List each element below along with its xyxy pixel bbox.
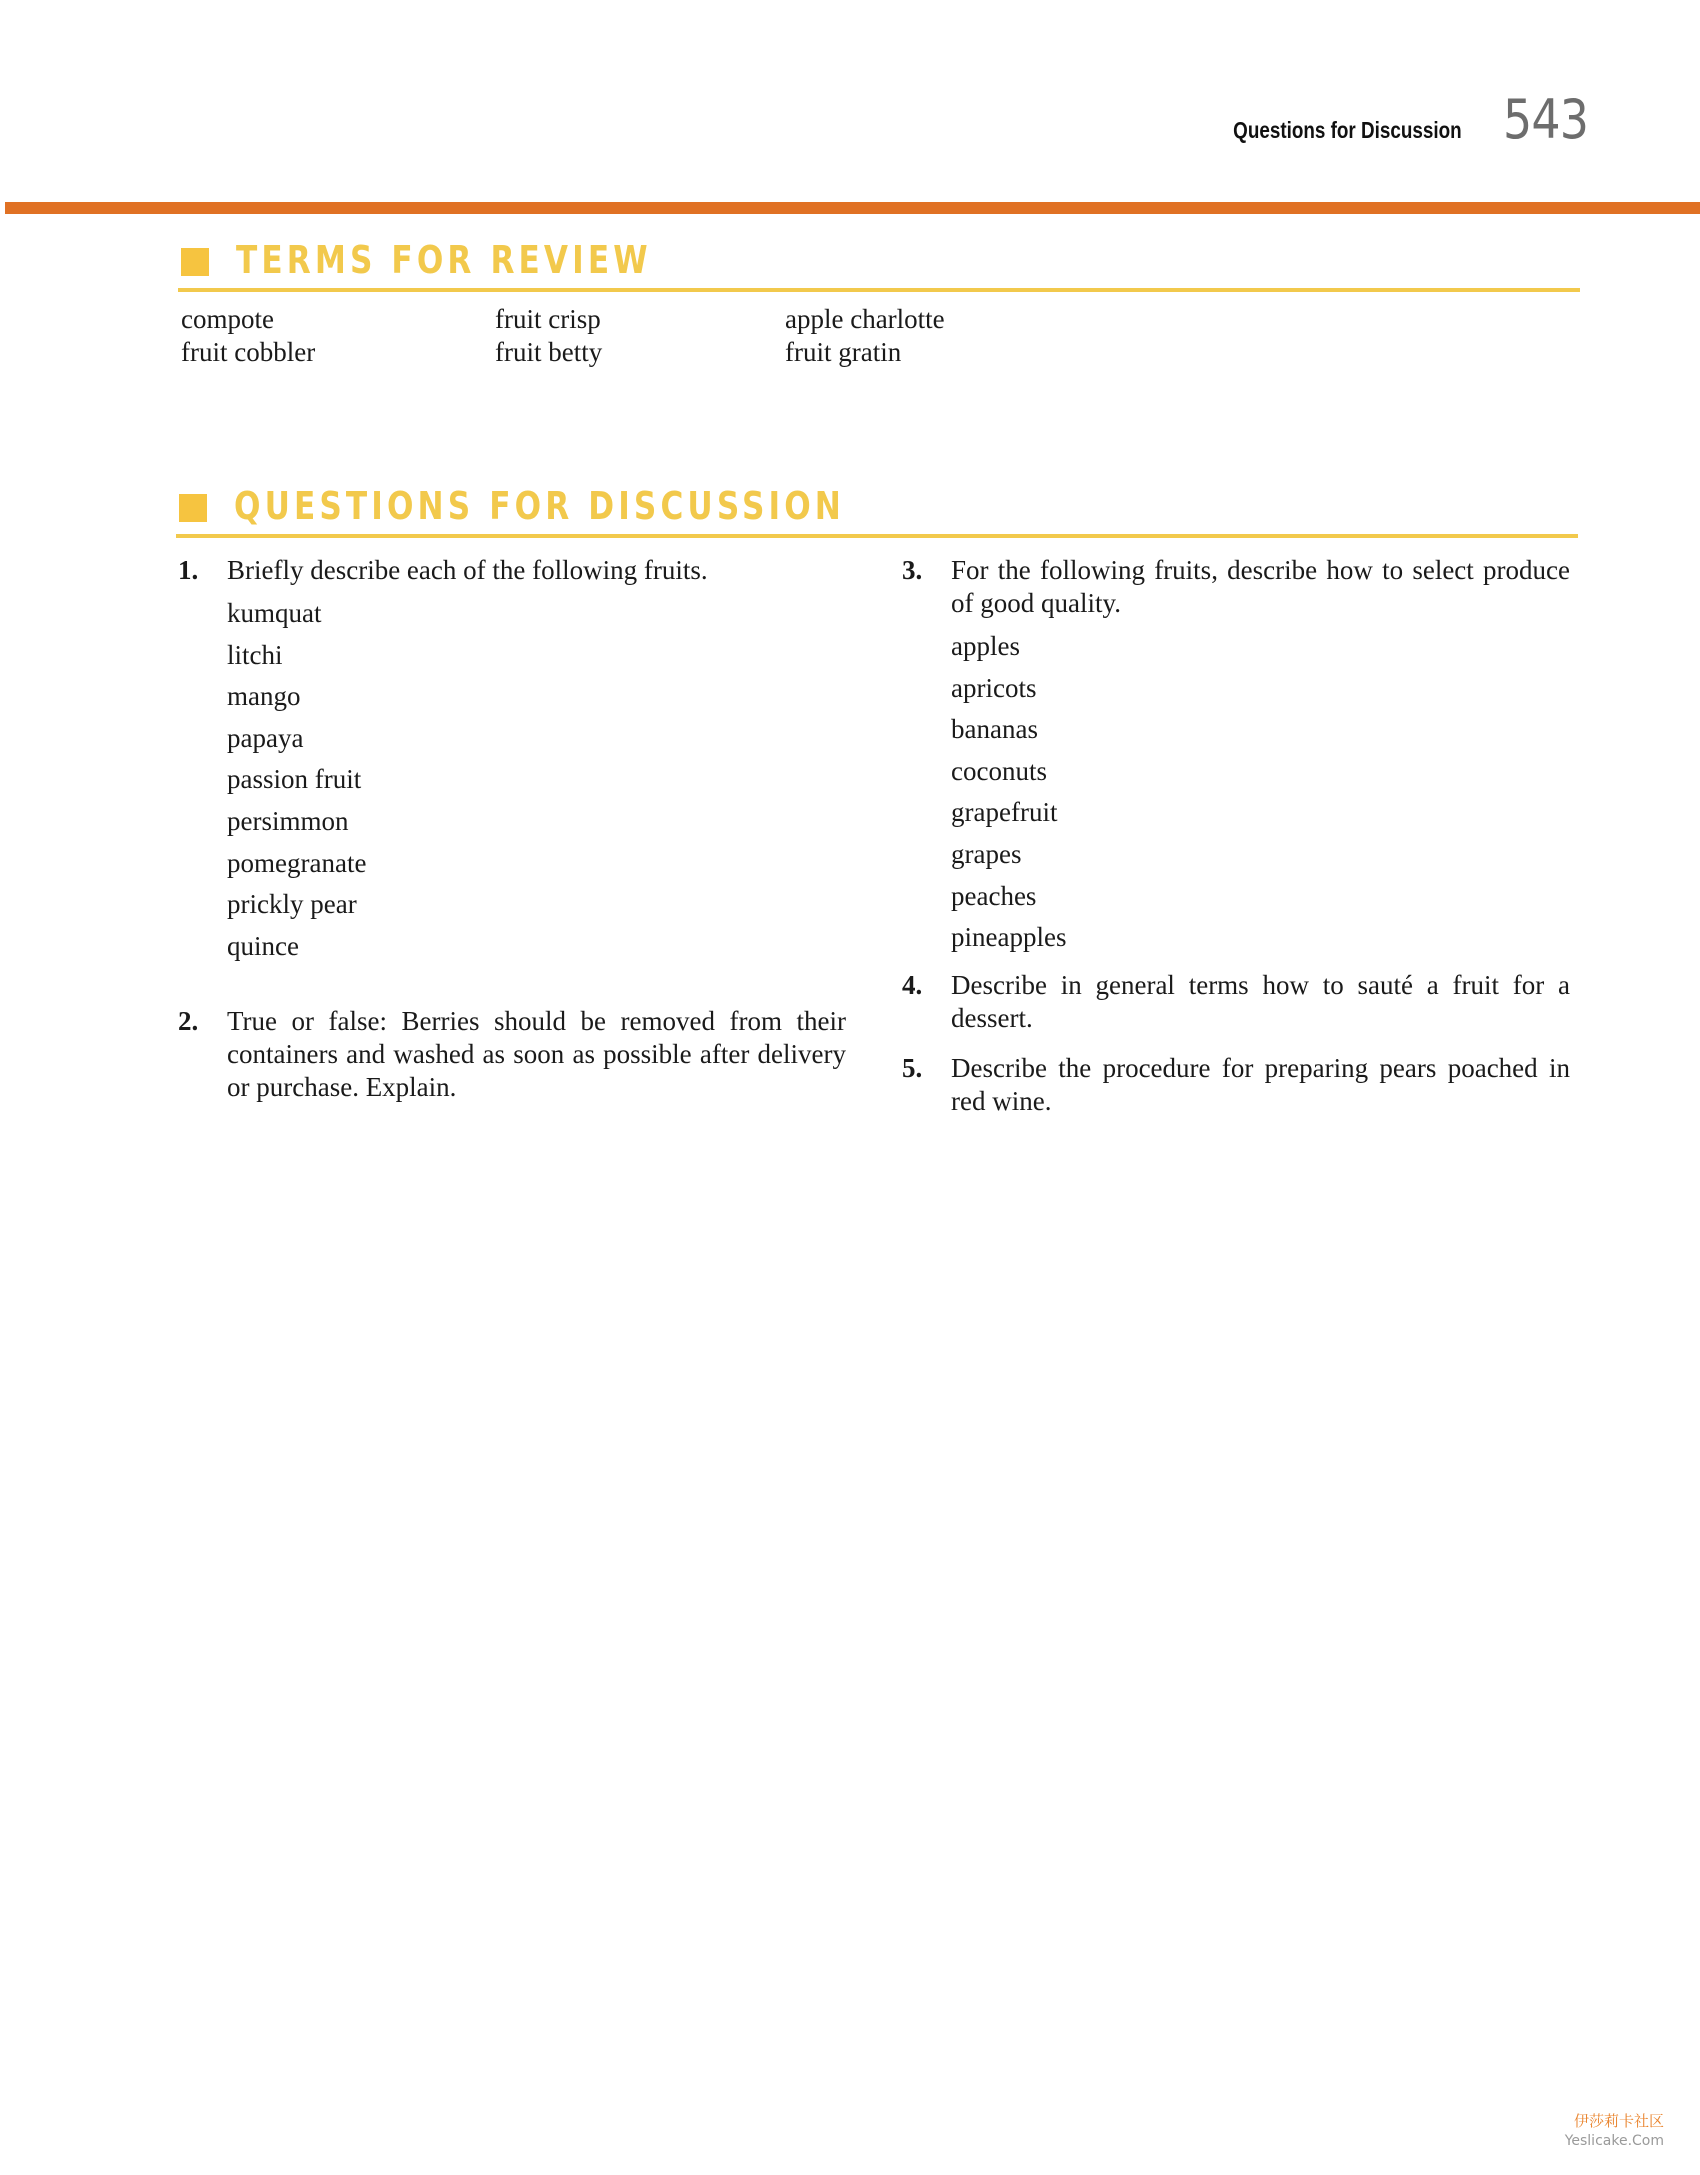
- questions-section-title: QUESTIONS FOR DISCUSSION: [234, 484, 845, 528]
- question-text: Briefly describe each of the following fruits.: [227, 555, 708, 585]
- list-item: apples: [951, 631, 1020, 661]
- list-item: prickly pear: [227, 889, 357, 920]
- question-items: [951, 626, 1570, 959]
- section-square-icon: [179, 494, 207, 522]
- term: fruit gratin: [785, 337, 902, 367]
- top-rule: [5, 202, 1700, 214]
- question-number: 1.: [178, 555, 199, 585]
- question-5: [902, 1052, 1570, 1118]
- terms-section-heading: [178, 238, 1580, 292]
- list-item: quince: [227, 930, 299, 961]
- list-item: passion fruit: [227, 764, 362, 795]
- question-text: For the following fruits, describe how to select produce of good quality.: [951, 555, 1570, 618]
- list-item: grapes: [951, 838, 1022, 869]
- term: fruit crisp: [495, 304, 601, 334]
- term: fruit cobbler: [181, 337, 316, 367]
- term: apple charlotte: [785, 304, 945, 334]
- running-title: Questions for Discussion: [1233, 117, 1462, 143]
- questions-right-column: [902, 554, 1570, 1118]
- section-square-icon: [181, 248, 209, 276]
- list-item: kumquat: [227, 598, 322, 628]
- running-head: [1183, 88, 1588, 151]
- term: compote: [181, 304, 274, 334]
- question-2: [178, 1005, 846, 1104]
- question-items: [227, 593, 846, 967]
- terms-section-title: TERMS FOR REVIEW: [236, 238, 652, 282]
- list-item: bananas: [951, 714, 1038, 745]
- question-text: Describe the procedure for preparing pears poached in red wine.: [951, 1052, 1570, 1116]
- question-number: 4.: [902, 969, 923, 1000]
- list-item: mango: [227, 681, 301, 712]
- question-number: 5.: [902, 1052, 923, 1083]
- question-text: Describe in general terms how to sauté a fruit for a dessert.: [951, 969, 1570, 1033]
- watermark-line1: 伊莎莉卡社区: [1573, 2112, 1664, 2130]
- questions-section-heading: [176, 484, 1578, 538]
- list-item: pomegranate: [227, 847, 367, 878]
- question-4: [902, 969, 1570, 1035]
- list-item: coconuts: [951, 755, 1047, 786]
- list-item: apricots: [951, 672, 1037, 703]
- list-item: persimmon: [227, 805, 349, 836]
- question-number: 2.: [178, 1006, 199, 1037]
- list-item: peaches: [951, 880, 1037, 911]
- watermark: [1565, 2111, 1664, 2151]
- question-text: True or false: Berries should be removed from their containers and washed as soon as possible after delivery or purchase. Explain.: [227, 1006, 846, 1103]
- page-number: 543: [1502, 88, 1588, 151]
- list-item: pineapples: [951, 922, 1067, 953]
- question-3: [902, 554, 1570, 959]
- question-1: [178, 554, 846, 967]
- term: fruit betty: [495, 337, 603, 367]
- watermark-line2: Yeslicake.Com: [1564, 2133, 1664, 2149]
- list-item: litchi: [227, 639, 283, 670]
- list-item: papaya: [227, 722, 304, 753]
- question-number: 3.: [902, 555, 923, 585]
- list-item: grapefruit: [951, 797, 1058, 828]
- questions-left-column: [178, 554, 846, 1104]
